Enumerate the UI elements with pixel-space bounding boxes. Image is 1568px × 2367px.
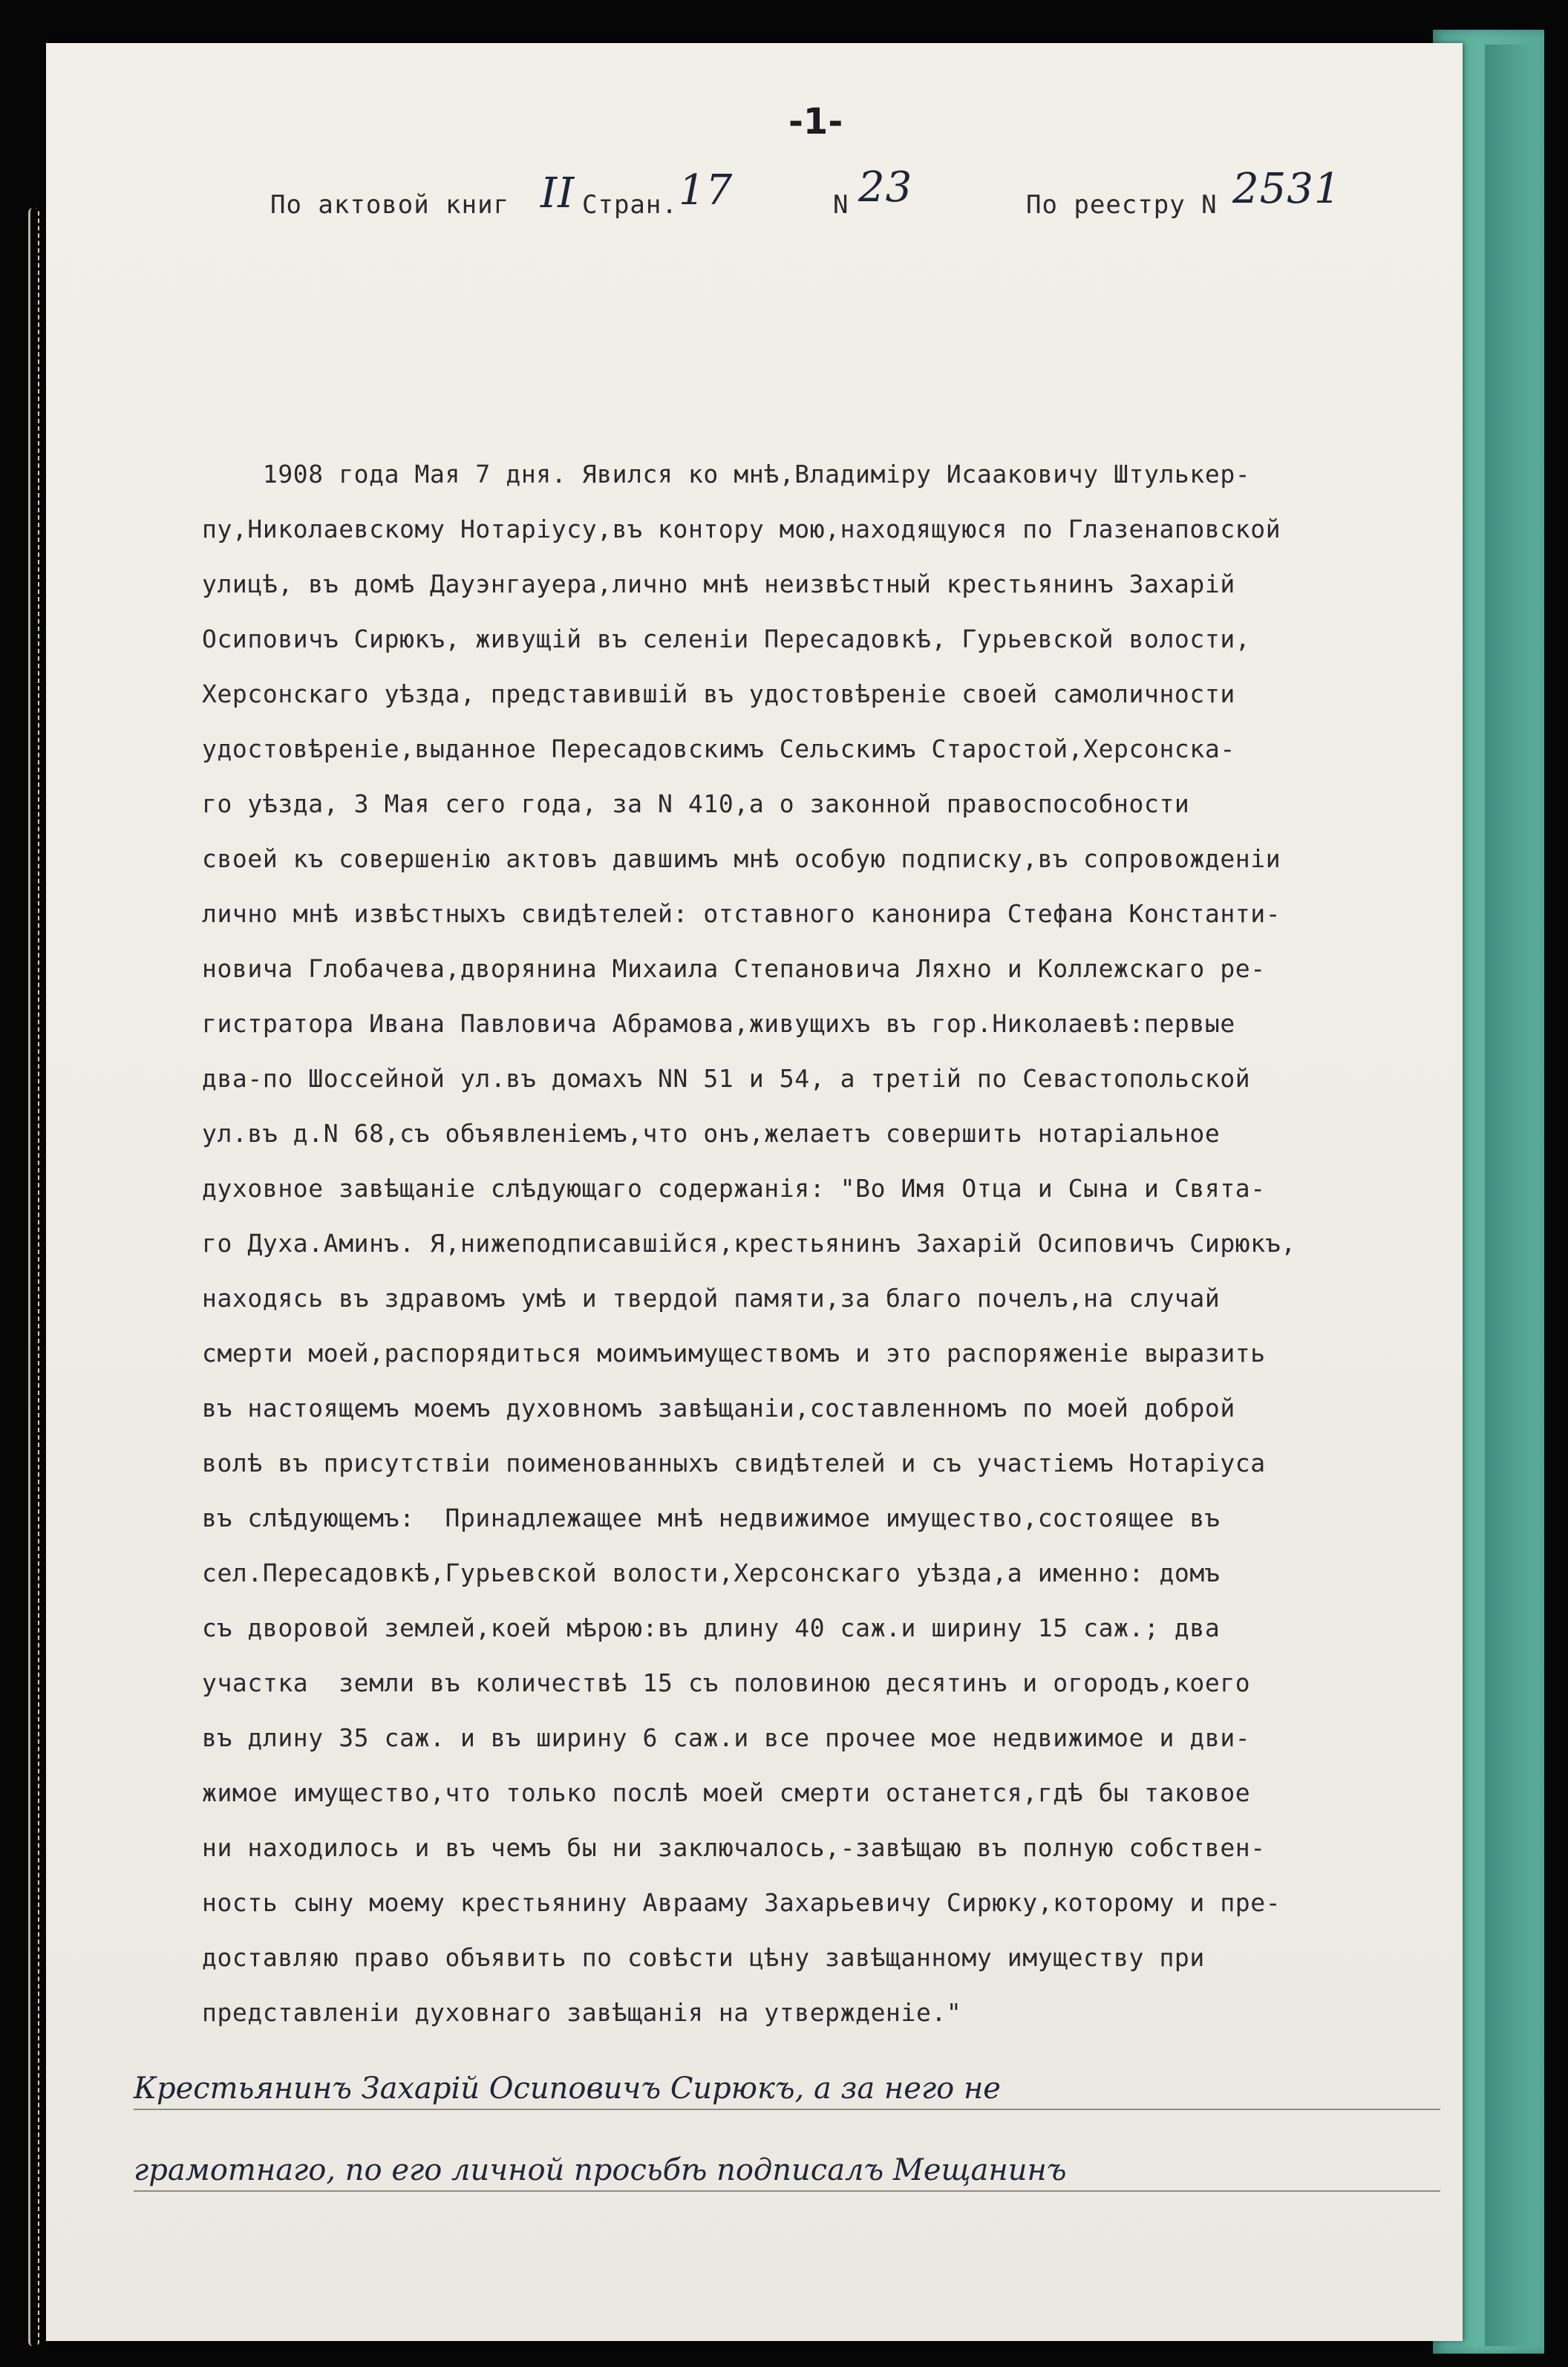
binding-thread — [28, 208, 39, 2346]
page-value: 17 — [679, 166, 734, 215]
body-line: участка земли въ количествѣ 15 съ половиною десятинъ и огородъ,коего — [202, 1668, 1251, 1697]
body-line: съ дворовой землей,коей мѣрою:въ длину 40 саж.и ширину 15 саж.; два — [202, 1613, 1221, 1642]
body-line: два-по Шоссейной ул.въ домахъ NN 51 и 54, а третій по Севастопольской — [202, 1064, 1251, 1093]
body-line: удостовѣреніе,выданное Пересадовскимъ Сельскимъ Старостой,Херсонска- — [202, 734, 1235, 763]
body-line: го уѣзда, 3 Мая сего года, за N 410,а о законной правоспособности — [202, 789, 1190, 818]
body-line: находясь въ здравомъ умѣ и твердой памяти,за благо почелъ,на случай — [202, 1284, 1221, 1313]
body-line: ность сыну моему крестьянину Аврааму Захарьевичу Сирюку,которому и пре- — [202, 1888, 1281, 1917]
body-line: ул.въ д.N 68,съ объявленіемъ,что онъ,желаетъ совершить нотаріальное — [202, 1119, 1221, 1148]
body-line: жимое имущество,что только послѣ моей смерти останется,гдѣ бы таковое — [202, 1778, 1251, 1807]
body-line: 1908 года Мая 7 дня. Явился ко мнѣ,Владиміру Исааковичу Штулькер- — [202, 460, 1251, 489]
body-line: лично мнѣ извѣстныхъ свидѣтелей: отставного канонира Стефана Константи- — [202, 899, 1281, 928]
body-line: доставляю право объявить по совѣсти цѣну завѣщанному имуществу при — [202, 1943, 1205, 1972]
body-line: въ настоящемъ моемъ духовномъ завѣщаніи,составленномъ по моей доброй — [202, 1394, 1235, 1423]
register-value: 2531 — [1232, 165, 1342, 213]
body-line: своей къ совершенію актовъ давшимъ мнѣ особую подписку,въ сопровожденіи — [202, 844, 1281, 873]
body-line: ни находилось и въ чемъ бы ни заключалось,-завѣщаю въ полную собствен- — [202, 1833, 1266, 1862]
body-line: улицѣ, въ домѣ Дауэнгауера,лично мнѣ неизвѣстный крестьянинъ Захарій — [202, 569, 1235, 598]
body-line: въ слѣдующемъ: Принадлежащее мнѣ недвижимое имущество,состоящее въ — [202, 1504, 1221, 1532]
register-label: По реестру N — [1026, 190, 1218, 220]
book-label: По актовой книг — [270, 190, 510, 220]
body-line: пу,Николаевскому Нотаріусу,въ контору мою,находящуюся по Глазенаповской — [202, 515, 1281, 543]
body-text — [202, 447, 1420, 2040]
body-line: сел.Пересадовкѣ,Гурьевской волости,Херсонскаго уѣзда,а именно: домъ — [202, 1558, 1221, 1587]
body-line: новича Глобачева,дворянина Михаила Степановича Ляхно и Коллежскаго ре- — [202, 954, 1266, 983]
body-line: представленіи духовнаго завѣщанія на утвержденіе." — [202, 1998, 962, 2027]
body-line: волѣ въ присутствіи поименованныхъ свидѣтелей и съ участіемъ Нотаріуса — [202, 1449, 1266, 1478]
body-line: въ длину 35 саж. и въ ширину 6 саж.и все прочее мое недвижимое и дви- — [202, 1723, 1251, 1752]
folder-cover-edge — [1485, 45, 1529, 2346]
page-label: Стран. — [582, 190, 678, 220]
book-value: II — [540, 169, 575, 218]
body-line: смерти моей,распорядиться моимъимуществомъ и это распоряженіе выразить — [202, 1339, 1266, 1368]
body-line: гистратора Ивана Павловича Абрамова,живущихъ въ гор.Николаевѣ:первые — [202, 1009, 1235, 1038]
handwritten-signature-line: Крестьянинъ Захарій Осиповичъ Сирюкъ, а за него не — [134, 2071, 1440, 2110]
body-line: духовное завѣщаніе слѣдующаго содержанія: "Во Имя Отца и Сына и Свята- — [202, 1174, 1266, 1203]
body-line: Херсонскаго уѣзда, представившій въ удостовѣреніе своей самоличности — [202, 679, 1235, 708]
entry-value: 23 — [858, 163, 913, 212]
page-number: -1- — [788, 101, 843, 143]
body-line: Осиповичъ Сирюкъ, живущій въ селеніи Пересадовкѣ, Гурьевской волости, — [202, 624, 1251, 653]
entry-label: N — [833, 190, 849, 220]
handwritten-signature-line: грамотнаго, по его личной просьбѣ подписалъ Мещанинъ — [134, 2153, 1440, 2192]
body-line: го Духа.Аминъ. Я,нижеподписавшійся,крестьянинъ Захарій Осиповичъ Сирюкъ, — [202, 1229, 1296, 1258]
